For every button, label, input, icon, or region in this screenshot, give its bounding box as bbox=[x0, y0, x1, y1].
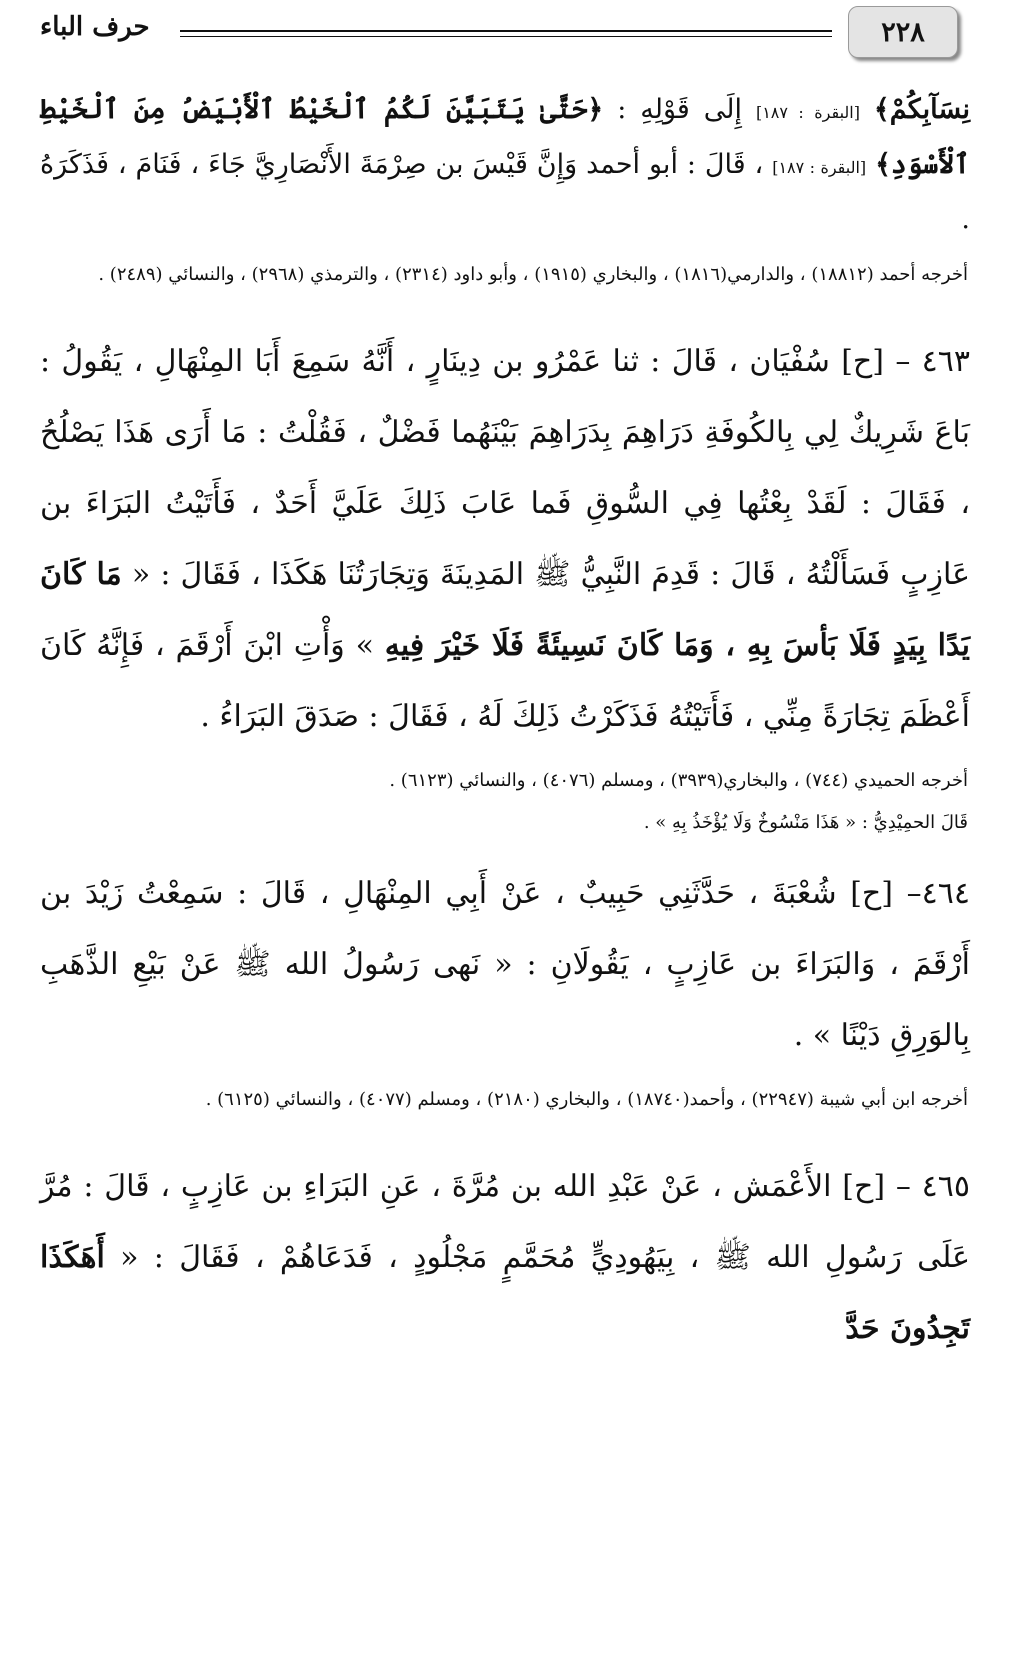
hadith-463-intro: ٤٦٣ – [ح] سُفْيَان ، قَالَ : ثنا عَمْرُو بن دِينَارٍ ، أَنَّهُ سَمِعَ أَبَا المِنْهَالِ ، يَقُولُ : بَاعَ شَرِيكٌ لِي بِالكُوفَةِ دَرَاهِمَ بِدَرَاهِمَ بَيْنَهُما فَضْلٌ ، فَقُلْتُ : مَا أَرَى هَذَا يَصْلُحُ ، فَقَالَ : لَقَدْ بِعْتُها فِي السُّوقِ فَما عَابَ ذَلِكَ عَلَيَّ أَحَدٌ ، فَأَتَيْتُ البَرَاءَ بن عَازِبٍ فَسَأَلْتُهُ ، قَالَ : قَدِمَ النَّبِيُّ ﷺ المَدِينَةَ وَتِجَارَتُنَا هَكَذَا ، فَقَالَ : « bbox=[40, 344, 970, 592]
hadith-465-bold: أَهَكَذَا تَجِدُونَ حَدَّ bbox=[40, 1240, 970, 1346]
connector-text: إِلَى قَوْلِهِ : bbox=[617, 94, 742, 125]
surah-reference-2: [البقرة : ١٨٧] bbox=[772, 158, 867, 177]
hadith-463 bbox=[40, 326, 970, 752]
hadith-465 bbox=[40, 1151, 970, 1364]
chapter-title: حرف الباء bbox=[40, 12, 150, 42]
page-number: ٢٢٨ bbox=[881, 16, 925, 48]
footnote-humaydi-463: قَالَ الحمِيْدِيُّ : « هَذَا مَنْسُوخٌ وَلَا يُؤْخَذُ بِهِ » . bbox=[643, 812, 968, 833]
footnote-takhrij-1: أخرجه أحمد (١٨٨١٢) ، والدارمي(١٨١٦) ، والبخاري (١٩١٥) ، وأبو داود (٢٣١٤) ، والترمذي (٢٩٦٨) ، والنسائي (٢٤٨٩) . bbox=[98, 264, 968, 285]
hadith-465-intro: ٤٦٥ – [ح] الأَعْمَش ، عَنْ عَبْدِ الله بن مُرَّةَ ، عَنِ البَرَاءِ بن عَازِبٍ ، قَالَ : مُرَّ عَلَى رَسُولِ الله ﷺ ، بِيَهُودِيٍّ مُحَمَّمٍ مَجْلُودٍ ، فَدَعَاهُمْ ، فَقَالَ : « bbox=[40, 1169, 970, 1275]
footnote-takhrij-464: أخرجه ابن أبي شيبة (٢٢٩٤٧) ، وأحمد(١٨٧٤٠) ، والبخاري (٢١٨٠) ، ومسلم (٤٠٧٧) ، والنسائي (٦١٢٥) . bbox=[205, 1089, 968, 1110]
quran-verse: ﴿حَتَّىٰ يَتَبَيَّنَ لَكُمُ ٱلْخَيْطُ ٱلْأَبْيَضُ مِنَ ٱلْخَيْطِ ٱلْأَسْوَدِ﴾ bbox=[40, 94, 970, 180]
hadith-463-bold: مَا كَانَ يَدًا بِيَدٍ فَلَا بَأسَ بِهِ ، وَمَا كَانَ نَسِيئَةً فَلَا خَيْرَ فِيهِ bbox=[40, 557, 970, 663]
quran-word: نِسَآبِكُمْ﴾ bbox=[873, 94, 970, 125]
page-number-box bbox=[848, 6, 958, 58]
header-rule bbox=[180, 30, 832, 37]
page-body bbox=[40, 84, 970, 1364]
surah-reference-1: [البقرة : ١٨٧] bbox=[755, 103, 860, 122]
narration-tail: ، قَالَ : أبو أحمد وَإِنَّ قَيْسَ بن صِرْمَةَ الأَنْصَارِيَّ جَاءَ ، فَنَامَ ، فَذَكَرَهُ . bbox=[40, 149, 970, 235]
quran-continuation bbox=[40, 84, 970, 246]
hadith-463-rest: » وَأْتِ ابْنَ أَرْقَمَ ، فَإِنَّهُ كَانَ أَعْظَمَ تِجَارَةً مِنِّي ، فَأَتَيْتُهُ فَذَكَرْتُ ذَلِكَ لَهُ ، فَقَالَ : صَدَقَ البَرَاءُ . bbox=[40, 628, 970, 734]
page-header bbox=[0, 0, 1010, 70]
hadith-464: ٤٦٤– [ح] شُعْبَةَ ، حَدَّثَنِي حَبِيبٌ ، عَنْ أَبِي المِنْهَالِ ، قَالَ : سَمِعْتُ زَيْدَ بن أَرْقَمَ ، وَالبَرَاءَ بن عَازِبٍ ، يَقُولَانِ : « نَهى رَسُولُ الله ﷺ عَنْ بَيْعِ الذَّهَبِ بِالوَرِقِ دَيْنًا » . bbox=[40, 876, 970, 1053]
footnote-takhrij-463: أخرجه الحميدي (٧٤٤) ، والبخاري(٣٩٣٩) ، ومسلم (٤٠٧٦) ، والنسائي (٦١٢٣) . bbox=[389, 770, 968, 791]
